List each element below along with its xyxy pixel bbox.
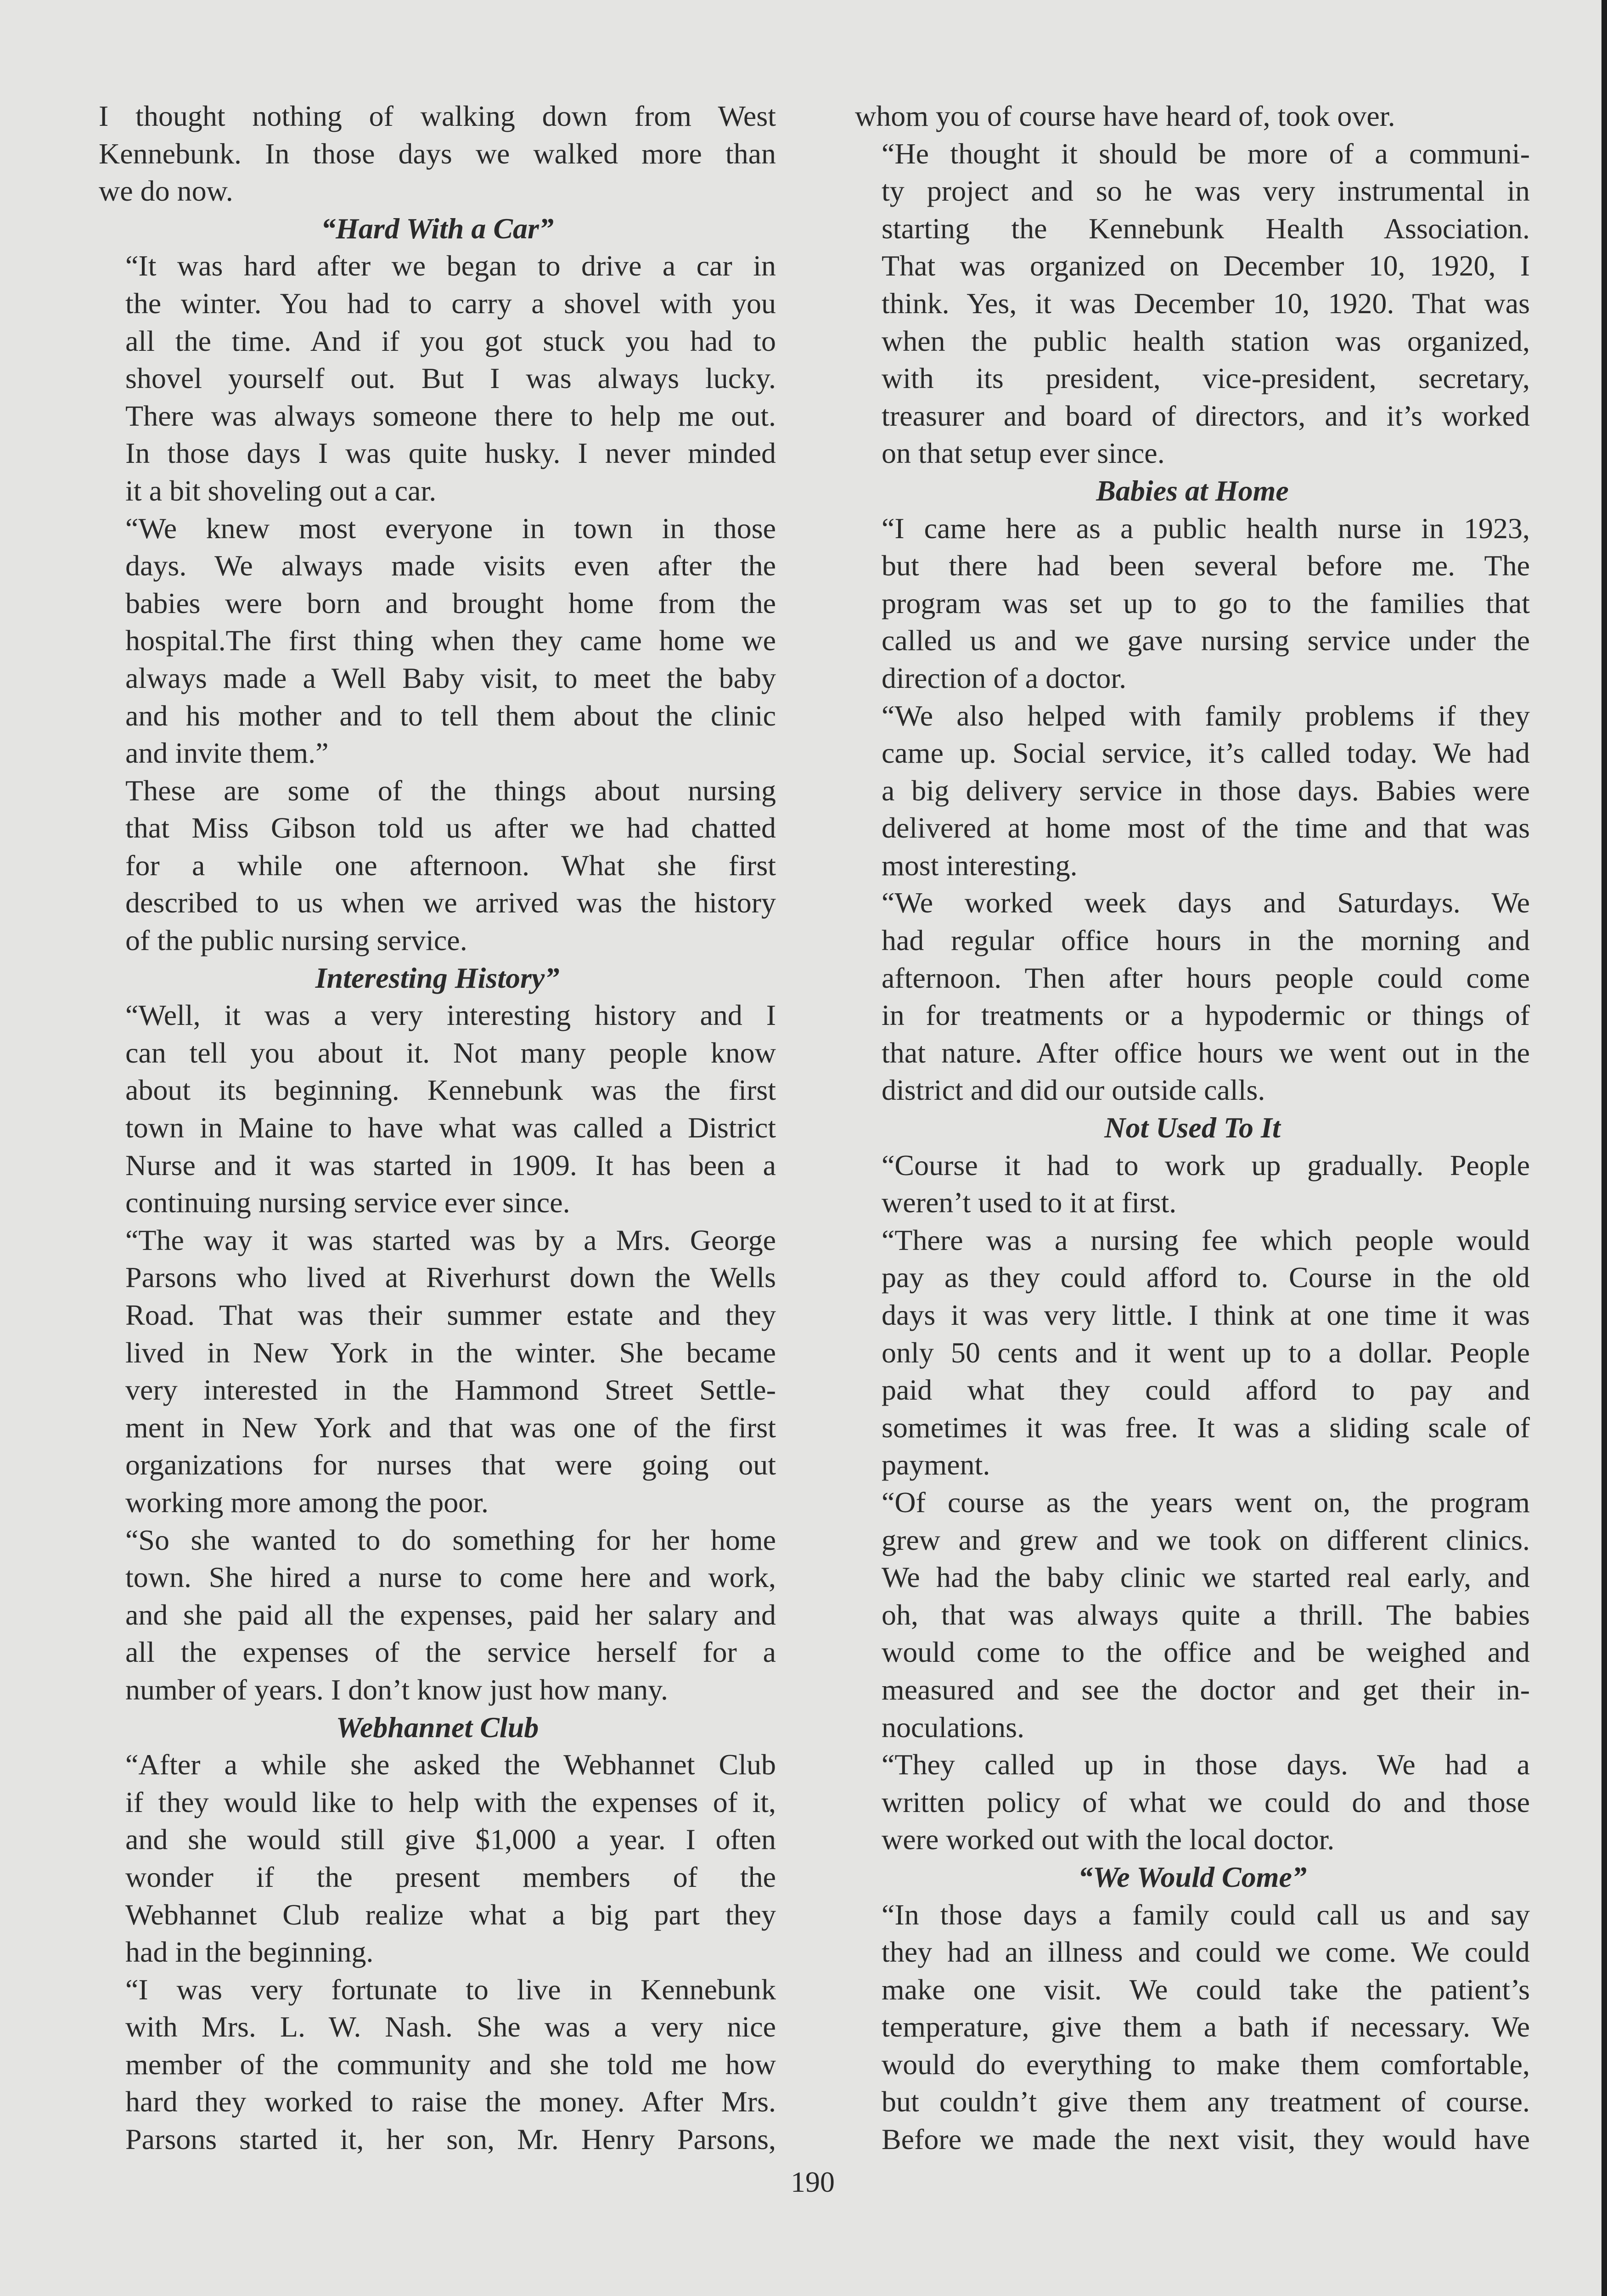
text-line: We had the baby clinic we started real early, and: [882, 1561, 1530, 1594]
text-line: of the public nursing service.: [125, 924, 467, 957]
text-line: but there had been several before me. The: [882, 549, 1530, 582]
text-line: written policy of what we could do and those: [882, 1785, 1530, 1818]
text-line: Webhannet Club realize what a big part they: [125, 1898, 776, 1931]
text-line: all the time. And if you got stuck you had to: [125, 324, 776, 357]
text-line: had in the beginning.: [125, 1936, 374, 1969]
text-line: oh, that was always quite a thrill. The babies: [882, 1598, 1530, 1631]
text-line: “I was very fortunate to live in Kennebunk: [125, 1973, 776, 2006]
text-line: paid what they could afford to pay and: [882, 1373, 1530, 1407]
text-line: about its beginning. Kennebunk was the first: [125, 1074, 776, 1107]
text-line: pay as they could afford to. Course in the old: [882, 1261, 1530, 1294]
paragraph: [855, 135, 1530, 472]
text-line: it a bit shoveling out a car.: [125, 474, 437, 507]
text-line: “After a while she asked the Webhannet Club: [125, 1748, 776, 1781]
text-line: That was organized on December 10, 1920, I: [882, 249, 1530, 282]
text-line: babies were born and brought home from the: [125, 586, 776, 619]
text-line: “In those days a family could call us and say: [882, 1898, 1530, 1931]
section-heading: Webhannet Club: [336, 1711, 539, 1744]
paragraph: [855, 1147, 1530, 1221]
text-line: only 50 cents and it went up to a dollar. People: [882, 1336, 1530, 1369]
text-line: called us and we gave nursing service under the: [882, 624, 1530, 657]
text-line: “The way it was started was by a Mrs. George: [125, 1223, 776, 1256]
text-line: with Mrs. L. W. Nash. She was a very nice: [125, 2010, 776, 2043]
text-line: “He thought it should be more of a communi-: [882, 137, 1530, 170]
text-line: “There was a nursing fee which people would: [882, 1223, 1530, 1256]
text-line: days. We always made visits even after the: [125, 549, 776, 582]
text-line: Parsons who lived at Riverhurst down the Wells: [125, 1261, 776, 1294]
text-line: Before we made the next visit, they would have: [882, 2123, 1530, 2156]
text-line: whom you of course have heard of, took over.: [855, 100, 1395, 132]
text-line: “So she wanted to do something for her home: [125, 1523, 776, 1556]
text-line: temperature, give them a bath if necessary. We: [882, 2010, 1530, 2043]
text-line: direction of a doctor.: [882, 661, 1127, 694]
text-line: can tell you about it. Not many people know: [125, 1036, 776, 1069]
text-line: shovel yourself out. But I was always lucky.: [125, 362, 776, 395]
text-line: starting the Kennebunk Health Association.: [882, 212, 1530, 245]
text-line: “Course it had to work up gradually. People: [882, 1148, 1530, 1182]
text-line: would come to the office and be weighed and: [882, 1636, 1530, 1669]
text-line: all the expenses of the service herself for a: [125, 1636, 776, 1669]
text-line: treasurer and board of directors, and it’s worked: [882, 399, 1530, 432]
text-line: and invite them.”: [125, 737, 329, 770]
text-line: “They called up in those days. We had a: [882, 1748, 1530, 1781]
paragraph: [855, 1484, 1530, 1746]
text-line: in for treatments or a hypodermic or things of: [882, 999, 1530, 1032]
text-line: town. She hired a nurse to come here and work,: [125, 1561, 776, 1594]
paragraph: [855, 1896, 1530, 2158]
paragraph: [855, 1746, 1530, 1858]
text-line: ty project and so he was very instrumental in: [882, 174, 1530, 208]
text-line: measured and see the doctor and get their in-: [882, 1673, 1530, 1706]
text-line: would do everything to make them comfortable,: [882, 2048, 1530, 2081]
text-line: continuing nursing service ever since.: [125, 1186, 570, 1219]
page-number: 190: [791, 2166, 835, 2198]
text-line: Kennebunk. In those days we walked more than: [99, 137, 776, 170]
text-line: hospital.The first thing when they came home we: [125, 624, 776, 657]
text-line: hard they worked to raise the money. After Mrs.: [125, 2085, 776, 2118]
text-line: afternoon. Then after hours people could come: [882, 961, 1530, 994]
paragraph: [99, 510, 776, 772]
text-line: when the public health station was organized,: [882, 324, 1530, 357]
text-line: “We also helped with family problems if they: [882, 699, 1530, 732]
text-line: noculations.: [882, 1711, 1025, 1744]
text-line: Road. That was their summer estate and they: [125, 1299, 776, 1331]
text-line: “I came here as a public health nurse in 1923,: [882, 512, 1530, 545]
text-line: “Of course as the years went on, the program: [882, 1486, 1530, 1519]
text-line: that Miss Gibson told us after we had chatted: [125, 811, 776, 844]
text-line: “Well, it was a very interesting history and I: [125, 999, 776, 1032]
text-line: Nurse and it was started in 1909. It has been a: [125, 1148, 776, 1182]
paragraph: [855, 884, 1530, 1109]
text-line: described to us when we arrived was the history: [125, 886, 776, 919]
text-line: number of years. I don’t know just how many.: [125, 1673, 669, 1706]
page-edge-border: [1601, 0, 1607, 2296]
paragraph: [99, 1746, 776, 1971]
paragraph: [99, 1521, 776, 1709]
section-heading: Interesting History”: [315, 961, 560, 994]
text-line: make one visit. We could take the patient’s: [882, 1973, 1530, 2006]
paragraph: [99, 1971, 776, 2158]
text-line: “We knew most everyone in town in those: [125, 512, 776, 545]
text-line: had regular office hours in the morning and: [882, 924, 1530, 957]
paragraph: [855, 1221, 1530, 1484]
text-line: were worked out with the local doctor.: [882, 1823, 1335, 1856]
text-line: and she paid all the expenses, paid her salary and: [125, 1598, 776, 1631]
text-line: organizations for nurses that were going out: [125, 1448, 776, 1481]
left-column: [99, 97, 776, 2158]
text-line: delivered at home most of the time and that was: [882, 811, 1530, 844]
text-line: Parsons started it, her son, Mr. Henry Parsons,: [125, 2123, 776, 2156]
section-heading: Not Used To It: [1104, 1111, 1281, 1144]
text-line: that nature. After office hours we went out in the: [882, 1036, 1530, 1069]
text-line: district and did our outside calls.: [882, 1074, 1265, 1107]
text-line: days it was very little. I think at one time it was: [882, 1299, 1530, 1331]
section-heading: “Hard With a Car”: [321, 212, 554, 245]
text-line: wonder if the present members of the: [125, 1860, 776, 1893]
text-line: “It was hard after we began to drive a car in: [125, 249, 776, 282]
section-heading: “We Would Come”: [1078, 1860, 1307, 1893]
text-line: think. Yes, it was December 10, 1920. That was: [882, 287, 1530, 320]
text-line: grew and grew and we took on different clinics.: [882, 1523, 1530, 1556]
text-line: the winter. You had to carry a shovel with you: [125, 287, 776, 320]
text-line: they had an illness and could we come. We could: [882, 1936, 1530, 1969]
text-line: came up. Social service, it’s called today. We had: [882, 737, 1530, 770]
paragraph: [99, 996, 776, 1221]
text-line: town in Maine to have what was called a District: [125, 1111, 776, 1144]
text-line: There was always someone there to help me out.: [125, 399, 776, 432]
section-heading: Babies at Home: [1096, 474, 1289, 507]
paragraph: [855, 697, 1530, 884]
paragraph: [99, 247, 776, 509]
text-line: most interesting.: [882, 849, 1078, 882]
text-line: payment.: [882, 1448, 990, 1481]
text-line: with its president, vice-president, secretary,: [882, 362, 1530, 395]
text-line: but couldn’t give them any treatment of course.: [882, 2085, 1530, 2118]
text-line: a big delivery service in those days. Babies were: [882, 774, 1530, 807]
text-line: “We worked week days and Saturdays. We: [882, 886, 1530, 919]
text-line: for a while one afternoon. What she first: [125, 849, 776, 882]
text-line: we do now.: [99, 174, 233, 208]
text-line: on that setup ever since.: [882, 437, 1165, 470]
text-line: very interested in the Hammond Street Settle-: [125, 1373, 776, 1407]
text-line: lived in New York in the winter. She became: [125, 1336, 776, 1369]
paragraph: [855, 510, 1530, 697]
right-column: [855, 97, 1530, 2158]
text-line: In those days I was quite husky. I never minded: [125, 437, 776, 470]
text-line: member of the community and she told me how: [125, 2048, 776, 2081]
text-line: program was set up to go to the families that: [882, 586, 1530, 619]
paragraph: [99, 1221, 776, 1521]
text-line: ment in New York and that was one of the first: [125, 1411, 776, 1444]
paragraph: [855, 97, 1530, 135]
text-line: if they would like to help with the expenses of it,: [125, 1785, 776, 1818]
text-line: always made a Well Baby visit, to meet the baby: [125, 661, 776, 694]
paragraph: [99, 772, 776, 959]
text-line: sometimes it was free. It was a sliding scale of: [882, 1411, 1530, 1444]
text-line: I thought nothing of walking down from West: [99, 100, 776, 132]
text-line: These are some of the things about nursing: [125, 774, 776, 807]
text-line: and she would still give $1,000 a year. I often: [125, 1823, 776, 1856]
text-line: weren’t used to it at first.: [882, 1186, 1177, 1219]
text-line: working more among the poor.: [125, 1486, 489, 1519]
paragraph: [99, 97, 776, 210]
text-line: and his mother and to tell them about the clinic: [125, 699, 776, 732]
